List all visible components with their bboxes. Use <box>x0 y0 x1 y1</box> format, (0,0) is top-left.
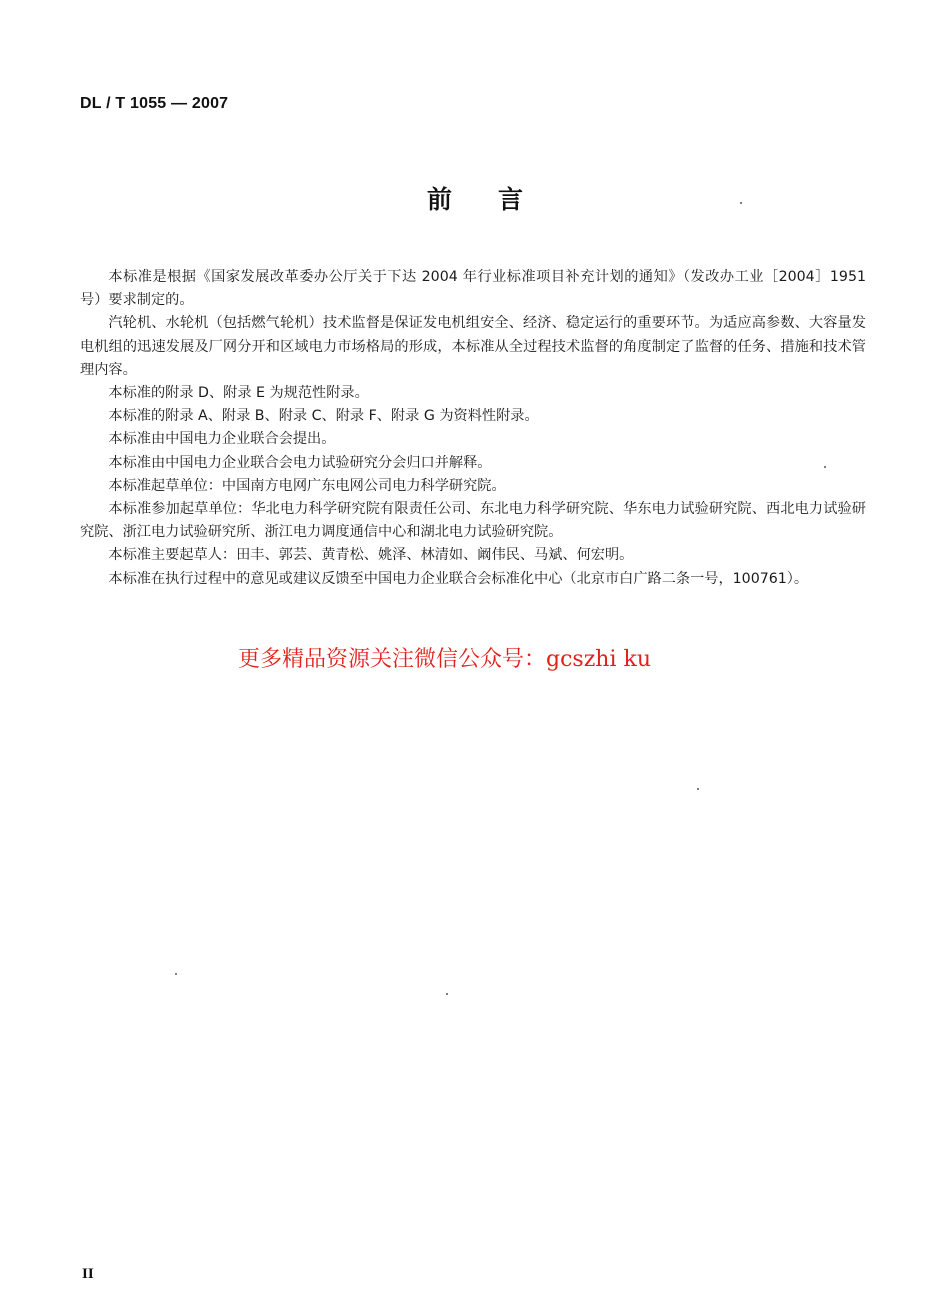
scan-speck <box>697 788 699 790</box>
paragraph-informative-appendix: 本标准的附录 A、附录 B、附录 C、附录 F、附录 G 为资料性附录。 <box>108 408 539 425</box>
page-number: II <box>82 1266 94 1282</box>
paragraph-drafters: 本标准主要起草人：田丰、郭芸、黄青松、姚泽、林清如、阚伟民、马斌、何宏明。 <box>108 547 634 564</box>
scan-speck <box>740 202 742 204</box>
paragraph-purpose: 汽轮机、水轮机（包括燃气轮机）技术监督是保证发电机组安全、经济、稳定运行的重要环节。为适应高参数、大容量发电机组的迅速发展及厂网分开和区域电力市场格局的形成，本标准从全过程技术监督的角度制定了监督的任务、措施和技术管理内容。 <box>80 315 866 378</box>
scan-speck <box>824 466 826 468</box>
scan-speck <box>446 993 448 995</box>
foreword-body <box>80 266 866 591</box>
paragraph-interpretation: 本标准由中国电力企业联合会电力试验研究分会归口并解释。 <box>108 454 492 471</box>
page-title: 前言 <box>426 185 569 214</box>
paragraph-feedback: 本标准在执行过程中的意见或建议反馈至中国电力企业联合会标准化中心（北京市白广路二条一号，100761）。 <box>108 570 809 587</box>
paragraph-normative-appendix: 本标准的附录 D、附录 E 为规范性附录。 <box>108 385 369 402</box>
paragraph-basis: 本标准是根据《国家发展改革委办公厅关于下达 2004 年行业标准项目补充计划的通知》（发改办工业［2004］1951 号）要求制定的。 <box>80 269 866 309</box>
paragraph-proposer: 本标准由中国电力企业联合会提出。 <box>108 431 336 448</box>
scan-speck <box>175 973 177 975</box>
paragraph-drafting-unit: 本标准起草单位：中国南方电网广东电网公司电力科学研究院。 <box>108 477 506 494</box>
paragraph-participating-units: 本标准参加起草单位：华北电力科学研究院有限责任公司、东北电力科学研究院、华东电力试验研究院、西北电力试验研究院、浙江电力试验研究所、浙江电力调度通信中心和湖北电力试验研究院。 <box>80 501 866 541</box>
document-code: DL / T 1055 — 2007 <box>80 95 229 112</box>
watermark-text: 更多精品资源关注微信公众号：gcszhi ku <box>238 647 651 672</box>
